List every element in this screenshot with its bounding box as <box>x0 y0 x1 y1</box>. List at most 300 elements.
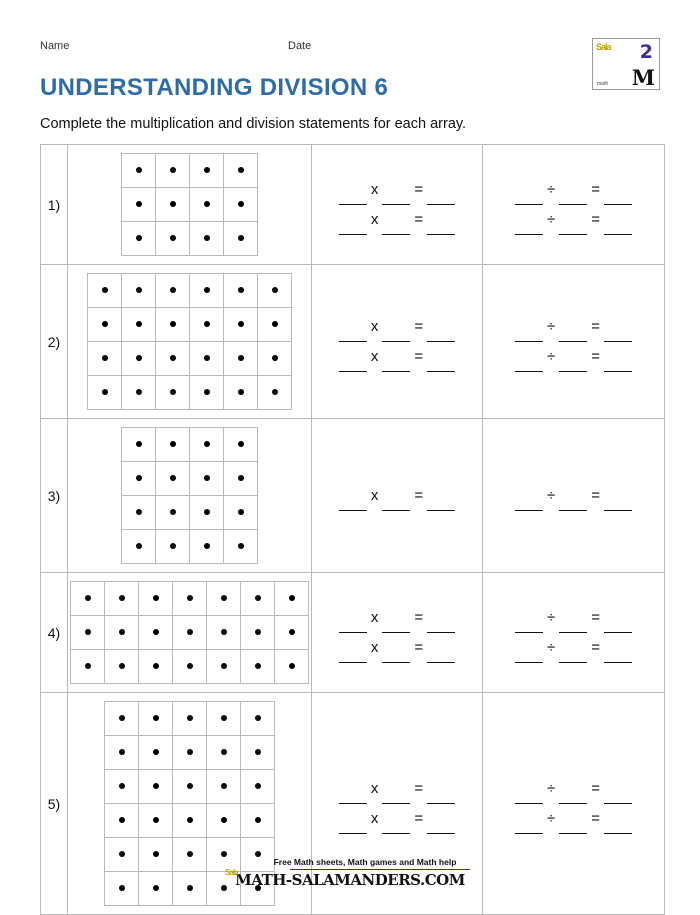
answer-blank[interactable] <box>427 649 455 663</box>
dot-icon <box>187 749 193 755</box>
answer-blank[interactable] <box>559 221 587 235</box>
dot-icon <box>255 817 261 823</box>
array-cell-dot <box>105 736 139 770</box>
dot-icon <box>255 715 261 721</box>
operator-symbol: x <box>370 486 379 504</box>
array-cell <box>68 265 312 419</box>
equals-symbol: = <box>414 809 424 827</box>
multiplication-statement <box>312 342 482 372</box>
answer-blank[interactable] <box>382 221 410 235</box>
dot-icon <box>238 167 244 173</box>
answer-blank[interactable] <box>515 619 543 633</box>
dot-icon <box>102 287 108 293</box>
array-cell-dot <box>71 650 105 684</box>
answer-blank[interactable] <box>382 649 410 663</box>
answer-blank[interactable] <box>382 497 410 511</box>
answer-blank[interactable] <box>515 820 543 834</box>
dot-array <box>70 581 309 684</box>
equals-symbol: = <box>591 779 600 797</box>
table-row <box>41 573 665 693</box>
operator-symbol: x <box>370 210 379 228</box>
answer-blank[interactable] <box>604 358 632 372</box>
array-cell-dot <box>190 376 224 410</box>
array-cell-dot <box>275 650 309 684</box>
array-cell-dot <box>207 616 241 650</box>
dot-icon <box>102 355 108 361</box>
answer-blank[interactable] <box>339 790 367 804</box>
dot-icon <box>187 715 193 721</box>
array-cell-dot <box>241 702 275 736</box>
array-cell-dot <box>207 702 241 736</box>
array-cell-dot <box>122 188 156 222</box>
array-cell-dot <box>241 770 275 804</box>
answer-blank[interactable] <box>604 328 632 342</box>
dot-icon <box>153 595 159 601</box>
answer-blank[interactable] <box>339 649 367 663</box>
array-cell-dot <box>207 582 241 616</box>
dot-icon <box>170 167 176 173</box>
equals-symbol: = <box>414 608 424 626</box>
division-statement <box>483 481 664 511</box>
answer-blank[interactable] <box>382 358 410 372</box>
equals-symbol: = <box>414 317 424 335</box>
dot-icon <box>204 441 210 447</box>
multiplication-statement <box>312 481 482 511</box>
dot-array <box>121 427 258 564</box>
answer-blank[interactable] <box>382 790 410 804</box>
row-number: 5) <box>41 693 68 915</box>
dot-icon <box>85 629 91 635</box>
dot-icon <box>204 543 210 549</box>
dot-icon <box>119 749 125 755</box>
dot-icon <box>170 201 176 207</box>
dot-icon <box>136 475 142 481</box>
dot-icon <box>187 817 193 823</box>
division-cell <box>483 419 665 573</box>
answer-blank[interactable] <box>515 221 543 235</box>
array-cell-dot <box>258 274 292 308</box>
equals-symbol: = <box>414 486 424 504</box>
answer-blank[interactable] <box>427 790 455 804</box>
operator-symbol: ÷ <box>547 779 556 797</box>
equals-symbol: = <box>591 210 600 228</box>
answer-blank[interactable] <box>515 358 543 372</box>
array-cell-dot <box>139 616 173 650</box>
array-cell-dot <box>156 342 190 376</box>
dot-icon <box>102 389 108 395</box>
equals-symbol: = <box>591 317 600 335</box>
answer-blank[interactable] <box>382 191 410 205</box>
answer-blank[interactable] <box>604 221 632 235</box>
multiplication-statement <box>312 603 482 633</box>
dot-icon <box>238 509 244 515</box>
array-cell-dot <box>173 582 207 616</box>
dot-icon <box>221 663 227 669</box>
dot-icon <box>204 475 210 481</box>
answer-blank[interactable] <box>339 328 367 342</box>
array-cell-dot <box>156 496 190 530</box>
dot-icon <box>238 235 244 241</box>
array-cell-dot <box>122 274 156 308</box>
array-cell-dot <box>105 616 139 650</box>
answer-blank[interactable] <box>427 497 455 511</box>
array-cell-dot <box>275 582 309 616</box>
answer-blank[interactable] <box>559 619 587 633</box>
array-cell-dot <box>139 650 173 684</box>
array-cell-dot <box>105 770 139 804</box>
dot-icon <box>255 749 261 755</box>
array-cell-dot <box>190 530 224 564</box>
array-cell-dot <box>258 308 292 342</box>
array-cell-dot <box>190 188 224 222</box>
array-cell-dot <box>139 770 173 804</box>
multiplication-cell <box>312 573 483 693</box>
operator-symbol: ÷ <box>547 347 556 365</box>
dot-icon <box>153 715 159 721</box>
dot-icon <box>238 355 244 361</box>
dot-icon <box>136 167 142 173</box>
dot-icon <box>238 441 244 447</box>
array-cell-dot <box>190 274 224 308</box>
dot-icon <box>119 715 125 721</box>
equals-symbol: = <box>414 180 424 198</box>
array-cell <box>68 419 312 573</box>
dot-icon <box>204 287 210 293</box>
table-row <box>41 419 665 573</box>
answer-blank[interactable] <box>559 497 587 511</box>
dot-icon <box>85 595 91 601</box>
table-row <box>41 145 665 265</box>
array-cell-dot <box>224 308 258 342</box>
dot-icon <box>238 475 244 481</box>
array-cell-dot <box>190 428 224 462</box>
dot-icon <box>119 629 125 635</box>
array-cell-dot <box>88 342 122 376</box>
dot-icon <box>170 287 176 293</box>
operator-symbol: x <box>370 779 379 797</box>
division-statement <box>483 804 664 834</box>
row-number: 3) <box>41 419 68 573</box>
array-cell-dot <box>173 702 207 736</box>
dot-icon <box>136 287 142 293</box>
array-cell-dot <box>258 342 292 376</box>
dot-icon <box>170 475 176 481</box>
dot-icon <box>153 749 159 755</box>
answer-blank[interactable] <box>339 221 367 235</box>
dot-icon <box>153 817 159 823</box>
division-statement <box>483 205 664 235</box>
division-cell <box>483 265 665 419</box>
answer-blank[interactable] <box>427 358 455 372</box>
division-statement <box>483 633 664 663</box>
multiplication-statement <box>312 804 482 834</box>
answer-blank[interactable] <box>559 820 587 834</box>
dot-icon <box>272 389 278 395</box>
footer-divider <box>290 869 470 870</box>
array-cell-dot <box>241 736 275 770</box>
dot-icon <box>221 715 227 721</box>
operator-symbol: ÷ <box>547 180 556 198</box>
array-cell-dot <box>122 530 156 564</box>
dot-icon <box>170 389 176 395</box>
dot-icon <box>204 355 210 361</box>
dot-icon <box>238 321 244 327</box>
dot-icon <box>255 663 261 669</box>
array-cell-dot <box>156 530 190 564</box>
multiplication-statement <box>312 175 482 205</box>
name-label: Name <box>40 40 70 52</box>
operator-symbol: ÷ <box>547 638 556 656</box>
array-cell-dot <box>88 308 122 342</box>
array-cell-dot <box>122 376 156 410</box>
equals-symbol: = <box>591 180 600 198</box>
array-cell-dot <box>122 428 156 462</box>
operator-symbol: x <box>370 638 379 656</box>
operator-symbol: ÷ <box>547 317 556 335</box>
answer-blank[interactable] <box>604 619 632 633</box>
answer-blank[interactable] <box>515 649 543 663</box>
dot-array <box>87 273 292 410</box>
array-cell-dot <box>71 582 105 616</box>
answer-blank[interactable] <box>604 790 632 804</box>
array-cell <box>68 145 312 265</box>
array-cell-dot <box>173 736 207 770</box>
dot-icon <box>153 629 159 635</box>
array-cell-dot <box>105 582 139 616</box>
equals-symbol: = <box>591 638 600 656</box>
array-cell-dot <box>241 804 275 838</box>
array-cell-dot <box>173 650 207 684</box>
array-cell-dot <box>156 222 190 256</box>
array-cell-dot <box>207 736 241 770</box>
dot-icon <box>289 629 295 635</box>
array-cell-dot <box>122 342 156 376</box>
equals-symbol: = <box>414 638 424 656</box>
array-cell-dot <box>139 804 173 838</box>
array-cell-dot <box>122 308 156 342</box>
array-cell-dot <box>139 736 173 770</box>
dot-icon <box>272 321 278 327</box>
dot-icon <box>272 355 278 361</box>
instruction-text: Complete the multiplication and division statements for each array. <box>40 116 467 132</box>
array-cell-dot <box>122 462 156 496</box>
array-cell-dot <box>224 376 258 410</box>
dot-icon <box>204 201 210 207</box>
dot-icon <box>187 595 193 601</box>
division-statement <box>483 774 664 804</box>
answer-blank[interactable] <box>339 497 367 511</box>
array-cell-dot <box>275 616 309 650</box>
answer-blank[interactable] <box>604 497 632 511</box>
array-cell-dot <box>139 702 173 736</box>
array-cell-dot <box>173 770 207 804</box>
array-cell-dot <box>122 496 156 530</box>
answer-blank[interactable] <box>559 328 587 342</box>
answer-blank[interactable] <box>559 649 587 663</box>
equals-symbol: = <box>414 779 424 797</box>
dot-icon <box>272 287 278 293</box>
dot-icon <box>187 663 193 669</box>
dot-icon <box>204 509 210 515</box>
dot-icon <box>238 389 244 395</box>
array-cell-dot <box>88 376 122 410</box>
dot-icon <box>119 595 125 601</box>
multiplication-cell <box>312 145 483 265</box>
answer-blank[interactable] <box>382 328 410 342</box>
answer-blank[interactable] <box>427 820 455 834</box>
array-cell-dot <box>156 154 190 188</box>
dot-icon <box>136 441 142 447</box>
dot-icon <box>136 321 142 327</box>
equals-symbol: = <box>591 486 600 504</box>
dot-icon <box>170 321 176 327</box>
dot-icon <box>136 509 142 515</box>
answer-blank[interactable] <box>559 358 587 372</box>
answer-blank[interactable] <box>339 820 367 834</box>
worksheet-footer <box>0 857 700 890</box>
dot-icon <box>204 167 210 173</box>
dot-icon <box>136 389 142 395</box>
date-label: Date <box>288 40 312 52</box>
dot-icon <box>170 543 176 549</box>
answer-blank[interactable] <box>515 497 543 511</box>
dot-icon <box>289 663 295 669</box>
table-row <box>41 265 665 419</box>
answer-blank[interactable] <box>559 191 587 205</box>
array-cell-dot <box>156 188 190 222</box>
row-number: 2) <box>41 265 68 419</box>
dot-icon <box>187 629 193 635</box>
multiplication-statement <box>312 774 482 804</box>
answer-blank[interactable] <box>382 619 410 633</box>
answer-blank[interactable] <box>382 820 410 834</box>
array-cell-dot <box>224 462 258 496</box>
row-number: 1) <box>41 145 68 265</box>
dot-icon <box>136 355 142 361</box>
dot-icon <box>204 321 210 327</box>
answer-blank[interactable] <box>427 221 455 235</box>
array-cell-dot <box>190 342 224 376</box>
dot-icon <box>136 543 142 549</box>
answer-blank[interactable] <box>604 820 632 834</box>
array-cell-dot <box>224 428 258 462</box>
array-cell-dot <box>156 428 190 462</box>
dot-icon <box>221 817 227 823</box>
dot-icon <box>119 663 125 669</box>
operator-symbol: x <box>370 180 379 198</box>
operator-symbol: ÷ <box>547 486 556 504</box>
array-cell-dot <box>207 770 241 804</box>
dot-icon <box>119 817 125 823</box>
answer-blank[interactable] <box>515 328 543 342</box>
division-cell <box>483 145 665 265</box>
array-cell-dot <box>173 804 207 838</box>
array-cell-dot <box>258 376 292 410</box>
array-cell-dot <box>190 222 224 256</box>
footer-logo: Sala <box>225 868 238 877</box>
dot-icon <box>255 783 261 789</box>
dot-icon <box>221 783 227 789</box>
division-statement <box>483 342 664 372</box>
array-cell-dot <box>156 274 190 308</box>
array-cell-dot <box>207 804 241 838</box>
array-cell-dot <box>224 222 258 256</box>
array-cell-dot <box>224 530 258 564</box>
array-cell-dot <box>122 154 156 188</box>
array-cell <box>68 573 312 693</box>
multiplication-statement <box>312 312 482 342</box>
equals-symbol: = <box>591 608 600 626</box>
array-cell-dot <box>224 274 258 308</box>
dot-icon <box>136 235 142 241</box>
page-title: UNDERSTANDING DIVISION 6 <box>40 74 389 101</box>
logo-letter: M <box>631 65 655 90</box>
operator-symbol: ÷ <box>547 210 556 228</box>
operator-symbol: ÷ <box>547 608 556 626</box>
answer-blank[interactable] <box>427 328 455 342</box>
equals-symbol: = <box>591 809 600 827</box>
answer-blank[interactable] <box>427 191 455 205</box>
array-cell-dot <box>71 616 105 650</box>
array-cell-dot <box>224 496 258 530</box>
array-cell-dot <box>139 582 173 616</box>
dot-icon <box>153 783 159 789</box>
logo-word: Sala <box>596 42 611 52</box>
array-cell-dot <box>190 496 224 530</box>
array-cell-dot <box>190 462 224 496</box>
array-cell-dot <box>241 650 275 684</box>
dot-icon <box>119 783 125 789</box>
array-cell-dot <box>224 154 258 188</box>
division-cell <box>483 573 665 693</box>
operator-symbol: x <box>370 347 379 365</box>
answer-blank[interactable] <box>604 649 632 663</box>
array-cell-dot <box>105 804 139 838</box>
dot-icon <box>238 201 244 207</box>
answer-blank[interactable] <box>515 790 543 804</box>
dot-array <box>121 153 258 256</box>
multiplication-statement <box>312 633 482 663</box>
dot-icon <box>153 663 159 669</box>
answer-blank[interactable] <box>559 790 587 804</box>
answer-blank[interactable] <box>604 191 632 205</box>
dot-icon <box>238 543 244 549</box>
answer-blank[interactable] <box>339 358 367 372</box>
array-cell-dot <box>224 188 258 222</box>
dot-icon <box>170 355 176 361</box>
operator-symbol: ÷ <box>547 809 556 827</box>
logo-small-text: math <box>597 81 609 87</box>
answer-blank[interactable] <box>515 191 543 205</box>
operator-symbol: x <box>370 608 379 626</box>
answer-blank[interactable] <box>339 619 367 633</box>
array-cell-dot <box>241 582 275 616</box>
division-statement <box>483 175 664 205</box>
dot-icon <box>289 595 295 601</box>
array-cell-dot <box>207 650 241 684</box>
array-cell-dot <box>105 650 139 684</box>
footer-url[interactable]: MATH-SALAMANDERS.COM <box>235 871 465 889</box>
worksheet-table <box>40 144 665 915</box>
operator-symbol: x <box>370 809 379 827</box>
dot-icon <box>238 287 244 293</box>
answer-blank[interactable] <box>339 191 367 205</box>
dot-icon <box>136 201 142 207</box>
answer-blank[interactable] <box>427 619 455 633</box>
dot-icon <box>204 235 210 241</box>
logo-number: 2 <box>639 41 653 63</box>
equals-symbol: = <box>414 347 424 365</box>
